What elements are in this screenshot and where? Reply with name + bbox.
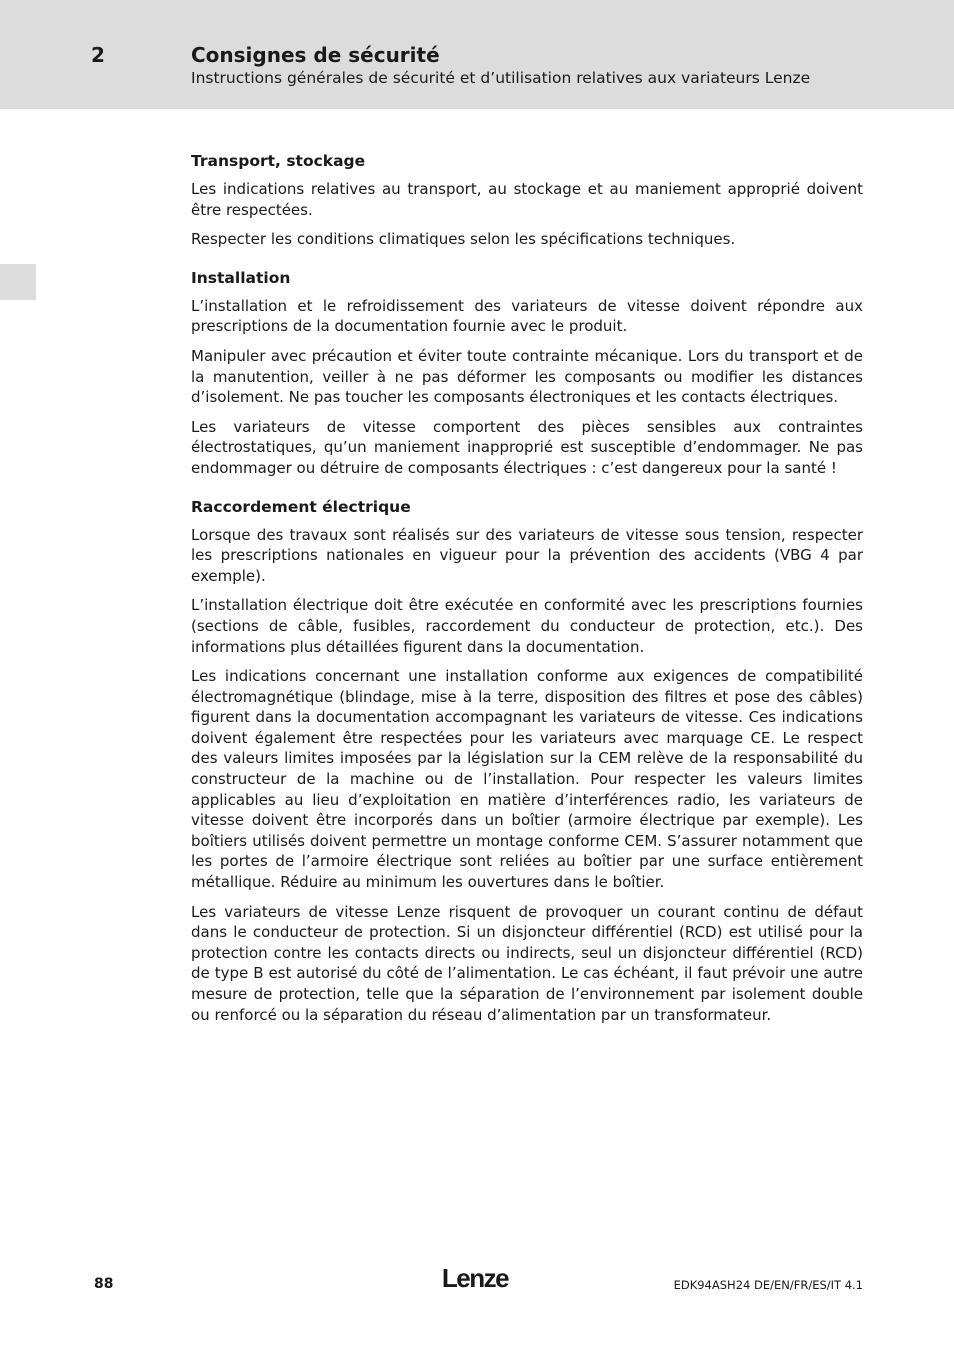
section-heading: Installation — [191, 268, 291, 287]
paragraph: Les indications relatives au transport, au stockage et au maniement approprié doivent être respectées. — [191, 180, 863, 219]
chapter-number: 2 — [91, 43, 105, 67]
paragraph: Les variateurs de vitesse comportent des pièces sensibles aux contraintes électrostatiques, qu’un maniement inapproprié est susceptible d’endommager. Ne pas endommager ou détruire de composants électriques : c’est dangereux pour la santé ! — [191, 417, 863, 477]
section-transport — [191, 150, 863, 250]
paragraph: Manipuler avec précaution et éviter toute contrainte mécanique. Lors du transport et de la manutention, veiller à ne pas déformer les composants ou modifier les distances d’isolement. Ne pas toucher les composants électroniques et les contacts électriques. — [191, 346, 863, 407]
chapter-header-band — [0, 0, 954, 109]
chapter-side-tab — [0, 264, 36, 300]
document-reference: EDK94ASH24 DE/EN/FR/ES/IT 4.1 — [673, 1278, 863, 1292]
section-heading: Raccordement électrique — [191, 497, 411, 516]
section-heading: Transport, stockage — [191, 152, 366, 170]
paragraph: Les variateurs de vitesse Lenze risquent de provoquer un courant continu de défaut dans le conducteur de protection. Si un disjoncteur différentiel (RCD) est utilisé pour la protection contre les contacts directs ou indirects, seul un disjoncteur différentiel (RCD) de type B est autorisé du côté de l’alimentation. Le cas échéant, il faut prévoir une autre mesure de protection, telle que la séparation de l’environnement par isolement double ou renforcé ou la séparation du réseau d’alimentation par un transformateur. — [191, 902, 863, 1024]
section-electrical-connection — [191, 496, 863, 1026]
paragraph: Les indications concernant une installation conforme aux exigences de compatibilité électromagnétique (blindage, mise à la terre, disposition des filtres et pose des câbles) figurent dans la documentation accompagnant les variateurs de vitesse. Ces indications doivent également être respectées pour les variateurs avec marquage CE. Le respect des valeurs limites imposées par la législation sur la CEM relève de la responsabilité du constructeur de la machine ou de l’installation. Pour respecter les valeurs limites applicables au lieu d’exploitation en matière d’interférences radio, les variateurs de vitesse doivent être incorporés dans un boîtier (armoire électrique par exemple). Les boîtiers utilisés doivent permettre un montage conforme CEM. S’assurer notamment que les portes de l’armoire électrique sont reliées au boîtier par une surface entièrement métallique. Réduire au minimum les ouvertures dans le boîtier. — [191, 667, 863, 892]
paragraph: L’installation électrique doit être exécutée en conformité avec les prescriptions fournies (sections de câble, fusibles, raccordement du conducteur de protection, etc.). Des informations plus détaillées figurent dans la documentation. — [191, 596, 863, 656]
document-body — [191, 150, 863, 1042]
chapter-title: Consignes de sécurité — [191, 43, 440, 67]
paragraph: L’installation et le refroidissement des variateurs de vitesse doivent répondre aux prescriptions de la documentation fournie avec le produit. — [191, 296, 863, 336]
lenze-logo-text: Lenze — [441, 1264, 509, 1293]
paragraph: Lorsque des travaux sont réalisés sur des variateurs de vitesse sous tension, respecter les prescriptions nationales en vigueur pour la prévention des accidents (VBG 4 par exemple). — [191, 525, 863, 585]
chapter-subtitle: Instructions générales de sécurité et d’utilisation relatives aux variateurs Lenze — [191, 69, 811, 87]
section-installation — [191, 267, 863, 479]
page-number: 88 — [94, 1276, 114, 1292]
lenze-logo — [434, 1264, 516, 1294]
paragraph: Respecter les conditions climatiques selon les spécifications techniques. — [191, 230, 736, 249]
